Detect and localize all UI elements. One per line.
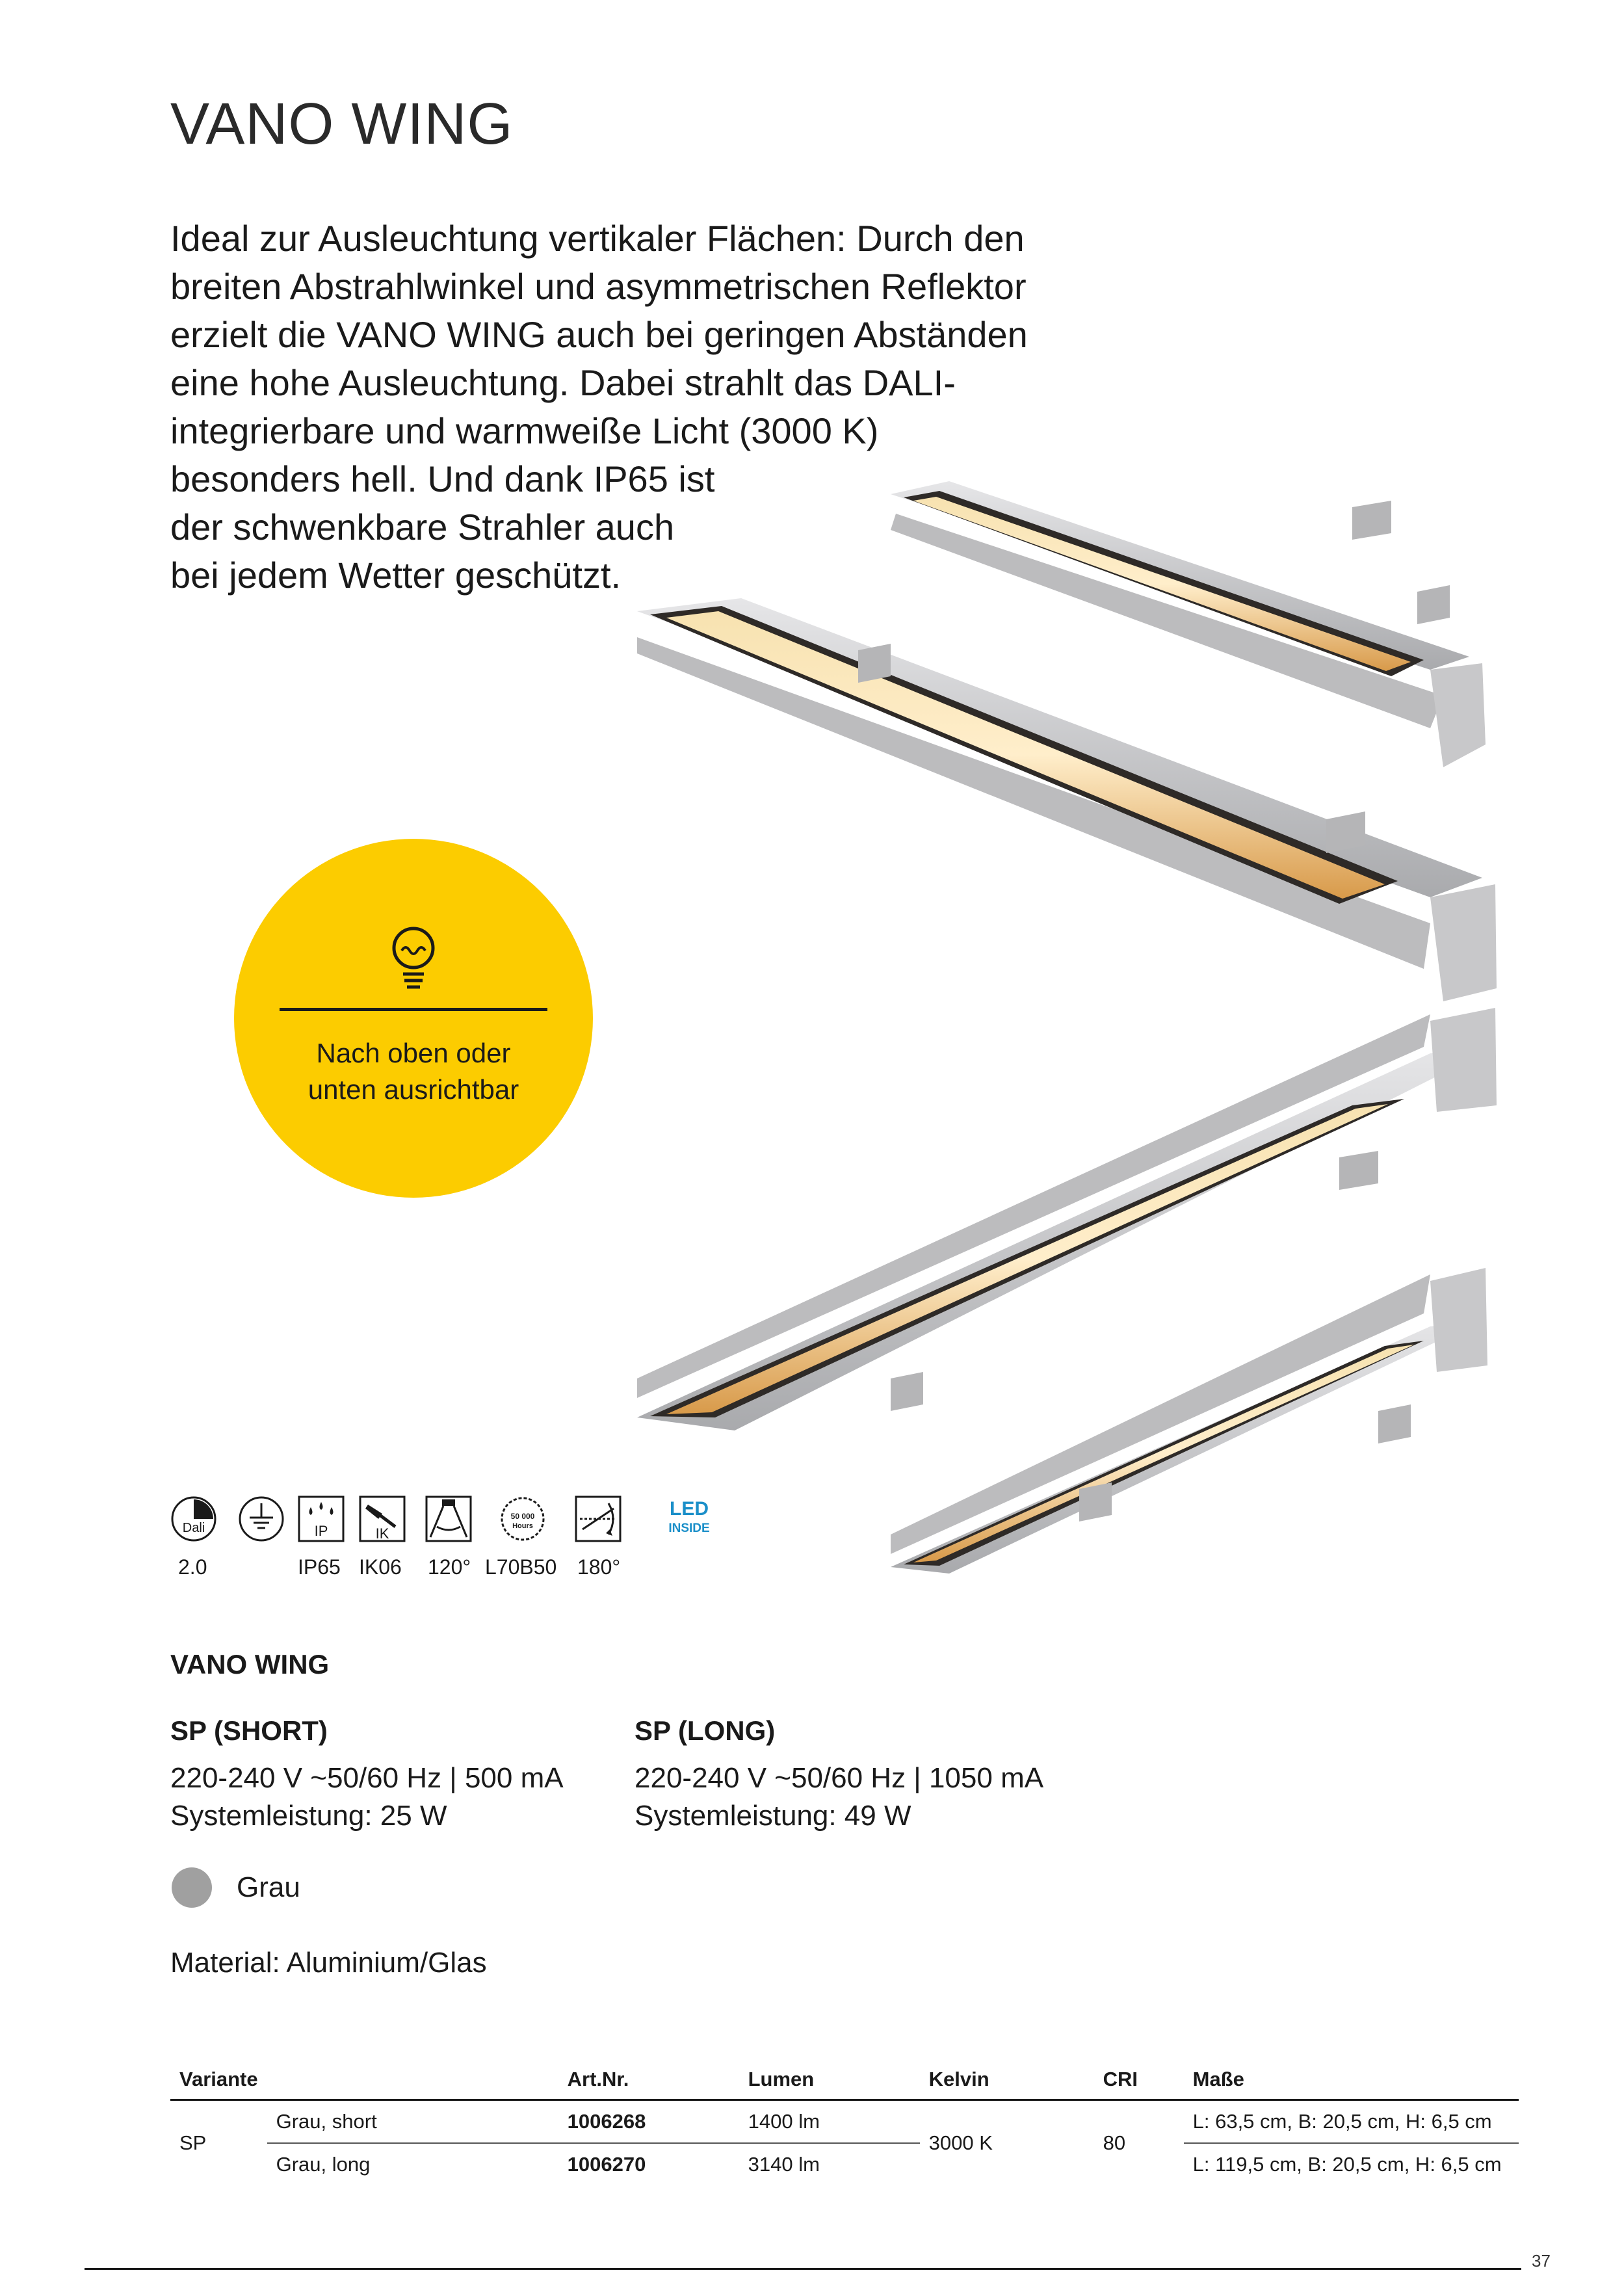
short-heading: SP (SHORT) <box>170 1715 328 1746</box>
badge-divider <box>280 1008 547 1011</box>
artnr-cell: 1006270 <box>567 2153 646 2176</box>
lifetime-icon <box>499 1495 546 1542</box>
col-lumen: Lumen <box>739 2060 920 2100</box>
material-text: Material: Aluminium/Glas <box>170 1947 487 1979</box>
lifetime-label: L70B50 <box>485 1555 557 1579</box>
beam-angle-label: 120° <box>428 1555 471 1579</box>
lumen-cell: 1400 lm <box>739 2100 920 2144</box>
dali-label: 2.0 <box>178 1555 207 1579</box>
page-number: 37 <box>1532 2251 1551 2271</box>
col-artnr: Art.Nr. <box>558 2060 739 2100</box>
badge-text-line: Nach oben oder <box>316 1038 511 1068</box>
size-cell: L: 119,5 cm, B: 20,5 cm, H: 6,5 cm <box>1192 2153 1502 2176</box>
col-cri: CRI <box>1094 2060 1184 2100</box>
variant-cell: Grau, long <box>276 2153 371 2176</box>
ik-rating-icon <box>359 1495 406 1542</box>
feature-badge <box>234 839 593 1198</box>
color-swatch <box>172 1867 212 1908</box>
lightbulb-icon <box>387 923 439 995</box>
rotation-label: 180° <box>577 1555 621 1579</box>
page-title: VANO WING <box>170 92 514 157</box>
product-heading: VANO WING <box>170 1649 330 1680</box>
long-spec <box>635 1759 1043 1835</box>
size-cell: L: 63,5 cm, B: 20,5 cm, H: 6,5 cm <box>1184 2100 1519 2144</box>
col-variante: Variante <box>170 2060 267 2100</box>
svg-text:LED: LED <box>670 1498 709 1520</box>
lumen-cell: 3140 lm <box>748 2153 820 2176</box>
artnr-cell: 1006268 <box>558 2100 739 2144</box>
col-kelvin: Kelvin <box>920 2060 1094 2100</box>
col-masse: Maße <box>1184 2060 1519 2100</box>
intro-line: erzielt die VANO WING auch bei geringen Abständen <box>170 314 1028 355</box>
group-cell: SP <box>179 2131 207 2154</box>
svg-text:Dali: Dali <box>182 1521 205 1535</box>
ip-rating-icon <box>298 1495 345 1542</box>
short-spec-line: 220-240 V ~50/60 Hz | 500 mA <box>170 1762 564 1794</box>
svg-text:Hours: Hours <box>512 1522 533 1530</box>
ik-label: IK06 <box>359 1555 402 1579</box>
variant-cell: Grau, short <box>267 2100 558 2144</box>
badge-text <box>260 1035 567 1108</box>
badge-text-line: unten ausrichtbar <box>308 1074 519 1105</box>
intro-line: besonders hell. Und dank IP65 ist <box>170 458 715 499</box>
svg-text:INSIDE: INSIDE <box>668 1522 710 1535</box>
long-spec-line: 220-240 V ~50/60 Hz | 1050 mA <box>635 1762 1044 1794</box>
long-spec-line: Systemleistung: 49 W <box>635 1800 911 1832</box>
earth-ground-icon <box>238 1495 285 1542</box>
cri-cell: 80 <box>1103 2131 1126 2154</box>
col-variant-name <box>267 2060 558 2100</box>
lamp-short-bottom <box>891 1268 1487 1574</box>
intro-line: der schwenkbare Strahler auch <box>170 507 675 547</box>
led-inside-icon <box>662 1495 716 1542</box>
intro-line: bei jedem Wetter geschützt. <box>170 555 622 596</box>
short-spec <box>170 1759 564 1835</box>
beam-angle-icon <box>425 1495 472 1542</box>
product-image <box>585 455 1534 1600</box>
rotation-icon <box>575 1495 622 1542</box>
intro-line: breiten Abstrahlwinkel und asymmetrischen Reflektor <box>170 266 1027 307</box>
svg-text:50 000: 50 000 <box>510 1512 535 1521</box>
table-row <box>170 2143 1519 2185</box>
footer-divider <box>85 2268 1521 2270</box>
intro-line: integrierbare und warmweiße Licht (3000 K) <box>170 410 879 451</box>
variant-table <box>170 2060 1519 2185</box>
ip-label: IP65 <box>298 1555 341 1579</box>
short-spec-line: Systemleistung: 25 W <box>170 1800 447 1832</box>
intro-line: Ideal zur Ausleuchtung vertikaler Flächen: Durch den <box>170 218 1025 259</box>
intro-line: eine hohe Ausleuchtung. Dabei strahlt das DALI- <box>170 362 956 403</box>
table-header-row <box>170 2060 1519 2100</box>
svg-text:IK: IK <box>375 1525 389 1542</box>
kelvin-cell: 3000 K <box>928 2131 993 2154</box>
dali-icon <box>170 1495 217 1542</box>
table-row <box>170 2100 1519 2144</box>
long-heading: SP (LONG) <box>635 1715 776 1746</box>
svg-text:IP: IP <box>314 1523 328 1539</box>
color-label: Grau <box>237 1871 300 1903</box>
